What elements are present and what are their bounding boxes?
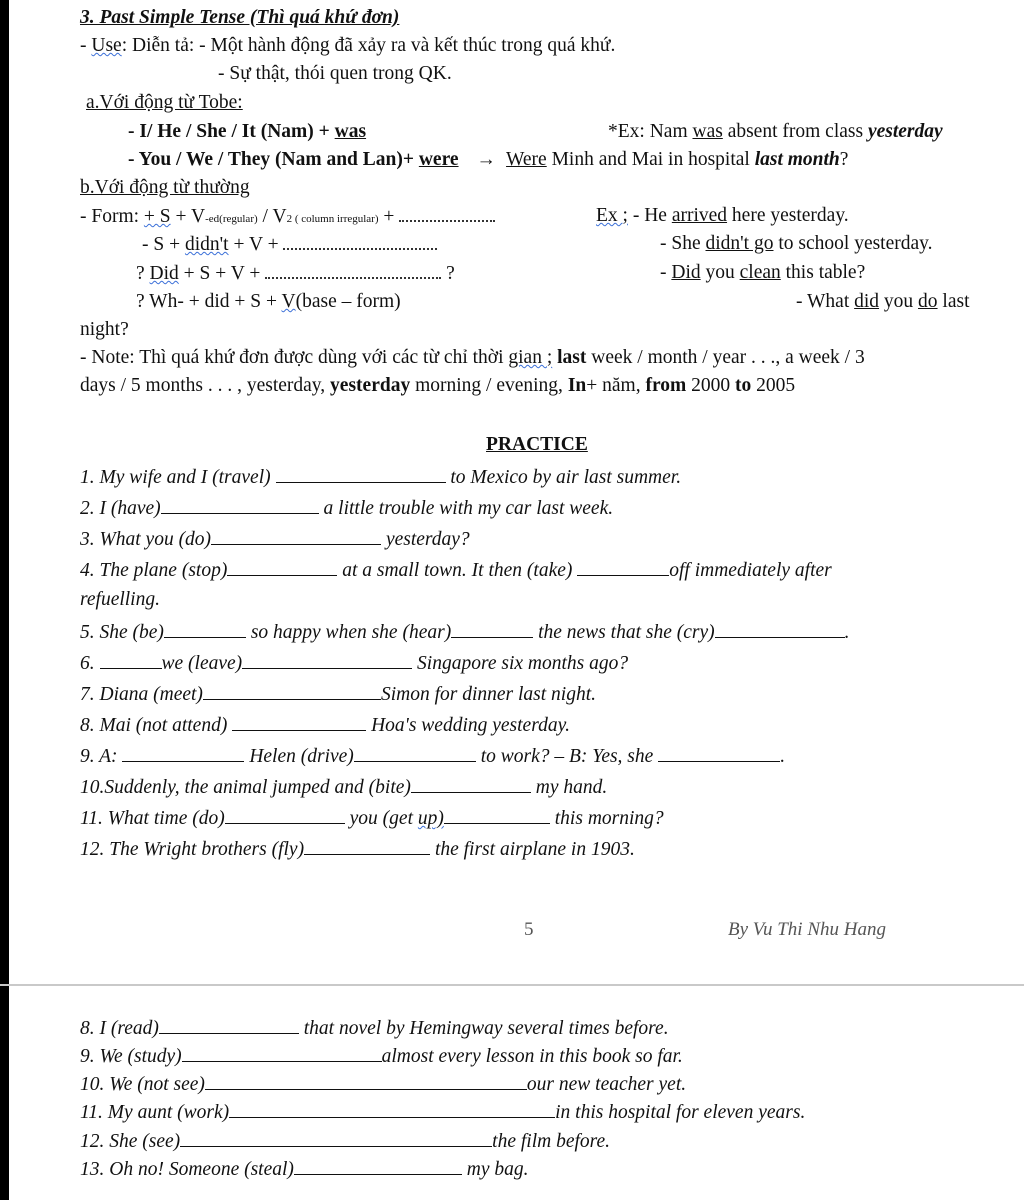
section-a-heading — [86, 91, 243, 115]
use-line-2: - Sự thật, thói quen trong QK. — [218, 63, 452, 84]
q10-blank[interactable] — [411, 774, 531, 793]
section-title: 3. Past Simple Tense (Thì quá khứ đơn) — [80, 7, 400, 28]
p2-q9-blank[interactable] — [182, 1043, 382, 1062]
p2-exercise-13 — [80, 1156, 529, 1182]
form1-verb: + V — [170, 206, 206, 227]
tobe-ex1-time: yesterday — [867, 121, 943, 142]
form-affirmative — [80, 204, 495, 231]
form4-v: V — [281, 291, 296, 312]
note-yesterday: yesterday — [330, 375, 411, 396]
tobe-subjects-1: - I/ He / She / It (Nam) + — [128, 121, 335, 142]
q11-blank-2[interactable] — [444, 805, 550, 824]
q6-blank-1[interactable] — [100, 650, 162, 669]
form3-ex-verb: clean — [739, 262, 781, 283]
q10-rest: my hand. — [530, 777, 608, 798]
form3-ex-aux: Did — [671, 262, 701, 283]
tobe-rule-1 — [128, 120, 366, 144]
q11-prompt: 11. What time (do) — [80, 808, 225, 829]
tobe-ex2-mid: Minh and Mai in hospital — [546, 149, 755, 170]
p2-q9-rest: almost every lesson in this book so far. — [381, 1046, 683, 1067]
note-s5: 2000 — [686, 375, 735, 396]
p2-exercise-11 — [80, 1099, 805, 1125]
q1-rest: to Mexico by air last summer. — [445, 467, 682, 488]
q4-blank-1[interactable] — [227, 557, 337, 576]
p2-q11-prompt: 11. My aunt (work) — [80, 1102, 230, 1123]
q11-rest: this morning? — [549, 808, 664, 829]
tobe-ex2-time: last month — [754, 149, 840, 170]
form2-ex-end: to school yesterday. — [773, 233, 933, 254]
q3-blank[interactable] — [211, 526, 381, 545]
form1-ex-end: here yesterday. — [727, 205, 849, 226]
note-gian: gian ; — [508, 347, 553, 368]
form3-dots — [265, 261, 441, 279]
q5-end: . — [844, 622, 850, 643]
use-line: - Use: Diễn tả: - Một hành động đã xảy ra và kết thúc trong quá khứ. — [80, 35, 616, 56]
note-to: to — [735, 375, 752, 396]
author-credit: By Vu Thi Nhu Hang — [728, 919, 886, 940]
p2-q11-blank[interactable] — [229, 1099, 555, 1118]
note-line2-pre: days / 5 months . . . , yesterday, — [80, 375, 331, 396]
form-question — [136, 261, 455, 286]
q6-middle: we (leave) — [161, 653, 243, 674]
q8-rest: Hoa's wedding yesterday. — [366, 715, 571, 736]
q1-prompt: 1. My wife and I (travel) — [80, 467, 276, 488]
exercise-10 — [80, 774, 607, 800]
tobe-subjects-2: - You / We / They (Nam and Lan)+ — [128, 149, 419, 170]
note-from: from — [645, 375, 687, 396]
q5-blank-1[interactable] — [164, 619, 246, 638]
q1-blank[interactable] — [276, 464, 446, 483]
form4-ex-verb: do — [918, 291, 938, 312]
tobe-rule-2 — [128, 148, 848, 172]
p2-q13-blank[interactable] — [294, 1156, 462, 1175]
q7-rest: Simon for dinner last night. — [380, 684, 596, 705]
q4-blank-2[interactable] — [577, 557, 669, 576]
p2-exercise-12 — [80, 1128, 610, 1154]
form4-ex-end: last — [937, 291, 970, 312]
note-line-1 — [80, 346, 865, 370]
exercise-4 — [80, 557, 832, 583]
exercise-7 — [80, 681, 596, 707]
note-pre: - Note: Thì quá khứ đơn được dùng với các từ chỉ thời — [80, 347, 509, 368]
form3-ex-pre: - — [660, 262, 672, 283]
form4-mid: (base – form) — [295, 291, 401, 312]
p2-q12-blank[interactable] — [180, 1128, 492, 1147]
q8-prompt: 8. Mai (not attend) — [80, 715, 233, 736]
form3-pre: ? — [136, 263, 150, 284]
arrow-icon: → — [476, 149, 497, 170]
q4-prompt: 4. The plane (stop) — [80, 560, 228, 581]
tobe-ex2-verb: Were — [506, 149, 547, 170]
q5-blank-2[interactable] — [451, 619, 533, 638]
form2-ex-pre: - She — [660, 233, 706, 254]
exercise-12 — [80, 836, 635, 862]
note-last: last — [557, 347, 587, 368]
p2-exercise-9 — [80, 1043, 683, 1069]
exercise-2 — [80, 495, 613, 521]
page-two — [0, 986, 1024, 1200]
q8-blank[interactable] — [232, 712, 366, 731]
form1-example — [596, 204, 849, 228]
form1-sub-regular: -ed(regular) — [205, 213, 258, 225]
form2-pre: - S + — [142, 234, 185, 255]
exercise-11 — [80, 805, 664, 831]
note-line-2 — [80, 374, 795, 398]
form1-sub-irregular: 2 ( column irregular) — [286, 213, 379, 225]
practice-heading: PRACTICE — [486, 434, 588, 455]
form2-mid: + V + — [228, 234, 279, 255]
note-s4: + năm, — [586, 375, 646, 396]
p2-q8-blank[interactable] — [159, 1015, 299, 1034]
form4-pre: ? Wh- + did + S + — [136, 291, 282, 312]
use-text: : Diễn tả: - Một hành động đã xảy ra và kết thúc trong quá khứ. — [121, 35, 616, 56]
form4-ex-pre: - What — [796, 291, 855, 312]
form1-slash: / V — [257, 206, 287, 227]
section-b-label: b.Với động từ thường — [80, 177, 250, 198]
form1-plus: + — [378, 206, 395, 227]
p2-q10-prompt: 10. We (not see) — [80, 1074, 205, 1095]
form2-ex-verb: didn't go — [705, 233, 774, 254]
q9-middle-2: to work? – B: Yes, she — [475, 746, 659, 767]
exercise-1 — [80, 464, 681, 490]
exercise-5 — [80, 619, 850, 645]
exercise-6 — [80, 650, 628, 676]
q12-prompt: 12. The Wright brothers (fly) — [80, 839, 305, 860]
q10-prompt: 10.Suddenly, the animal jumped and (bite) — [80, 777, 411, 798]
form3-aux: Did — [149, 263, 179, 284]
p2-q10-rest: our new teacher yet. — [526, 1074, 687, 1095]
q9-blank-3[interactable] — [658, 743, 780, 762]
form3-ex-mid: you — [700, 262, 740, 283]
q5-middle: so happy when she (hear) — [245, 622, 452, 643]
p2-q8-rest: that novel by Hemingway several times before. — [298, 1018, 669, 1039]
p2-exercise-8 — [80, 1015, 669, 1041]
note-in: In — [567, 375, 587, 396]
form3-qmark: ? — [446, 263, 455, 284]
form2-aux: didn't — [184, 234, 229, 255]
q9-blank-1[interactable] — [122, 743, 244, 762]
tobe-verb-was: was — [334, 121, 367, 142]
q12-blank[interactable] — [304, 836, 430, 855]
exercise-3 — [80, 526, 470, 552]
form1-ex-verb: arrived — [671, 205, 728, 226]
exercise-4-wrap: refuelling. — [80, 589, 160, 610]
p2-q12-prompt: 12. She (see) — [80, 1131, 181, 1152]
q2-prompt: 2. I (have) — [80, 498, 161, 519]
p2-q8-prompt: 8. I (read) — [80, 1018, 159, 1039]
form4-ex-aux: did — [854, 291, 880, 312]
form3-ex-end: this table? — [780, 262, 866, 283]
p2-q11-rest: in this hospital for eleven years. — [555, 1102, 806, 1123]
form3-example — [660, 261, 865, 285]
note-s3: morning / evening, — [410, 375, 568, 396]
exercise-9 — [80, 743, 785, 769]
exercise-8 — [80, 712, 570, 738]
form1-pre: - Form: — [80, 206, 144, 227]
q9-blank-2[interactable] — [354, 743, 476, 762]
tobe-example-1 — [608, 120, 943, 144]
q11-blank-1[interactable] — [225, 805, 345, 824]
form-negative — [142, 232, 437, 257]
form3-mid: + S + V + — [178, 263, 261, 284]
q9-end: . — [780, 746, 786, 767]
form2-example — [660, 232, 933, 256]
form4-example — [796, 290, 970, 314]
p2-exercise-10 — [80, 1071, 686, 1097]
note-s2: week / month / year . . ., a week / 3 — [586, 347, 865, 368]
tobe-ex2-end: ? — [839, 149, 849, 170]
q4-middle: at a small town. It then (take) — [337, 560, 578, 581]
q11-up: up) — [417, 808, 444, 829]
form1-ex-text: - He — [627, 205, 672, 226]
q4-rest: off immediately after — [669, 560, 832, 581]
q6-blank-2[interactable] — [242, 650, 412, 669]
q12-rest: the first airplane in 1903. — [430, 839, 635, 860]
tobe-verb-were: were — [418, 149, 459, 170]
q2-rest: a little trouble with my car last week. — [318, 498, 614, 519]
q6-rest: Singapore six months ago? — [412, 653, 629, 674]
tobe-ex1-verb: was — [692, 121, 723, 142]
q3-rest: yesterday? — [381, 529, 470, 550]
use-label: Use — [91, 35, 122, 56]
p2-q10-blank[interactable] — [205, 1071, 527, 1090]
p2-q9-prompt: 9. We (study) — [80, 1046, 182, 1067]
q9-middle: Helen (drive) — [244, 746, 354, 767]
p2-q13-rest: my bag. — [461, 1159, 529, 1180]
form4-example-wrap: night? — [80, 319, 129, 340]
p2-q13-prompt: 13. Oh no! Someone (steal) — [80, 1159, 294, 1180]
q11-middle: you (get — [344, 808, 418, 829]
q6-prompt: 6. — [80, 653, 100, 674]
p2-q12-rest: the film before. — [492, 1131, 611, 1152]
q5-blank-3[interactable] — [715, 619, 845, 638]
page-number: 5 — [524, 919, 534, 940]
form1-dots — [399, 204, 495, 222]
form4-ex-mid: you — [879, 291, 919, 312]
section-a-label: a.Với động từ Tobe: — [86, 92, 243, 113]
form-wh-question — [136, 290, 401, 314]
section-b-heading — [80, 176, 250, 200]
form1-subject: + S — [143, 206, 171, 227]
q9-prompt: 9. A: — [80, 746, 123, 767]
q5-middle-2: the news that she (cry) — [533, 622, 715, 643]
q3-prompt: 3. What you (do) — [80, 529, 212, 550]
form1-ex-label: Ex ; — [596, 205, 628, 226]
tobe-ex1-pre: *Ex: Nam — [608, 121, 693, 142]
form2-dots — [283, 232, 437, 250]
tobe-ex1-mid: absent from class — [722, 121, 868, 142]
q2-blank[interactable] — [161, 495, 319, 514]
q5-prompt: 5. She (be) — [80, 622, 164, 643]
note-s6: 2005 — [751, 375, 796, 396]
q7-prompt: 7. Diana (meet) — [80, 684, 203, 705]
q7-blank[interactable] — [203, 681, 381, 700]
